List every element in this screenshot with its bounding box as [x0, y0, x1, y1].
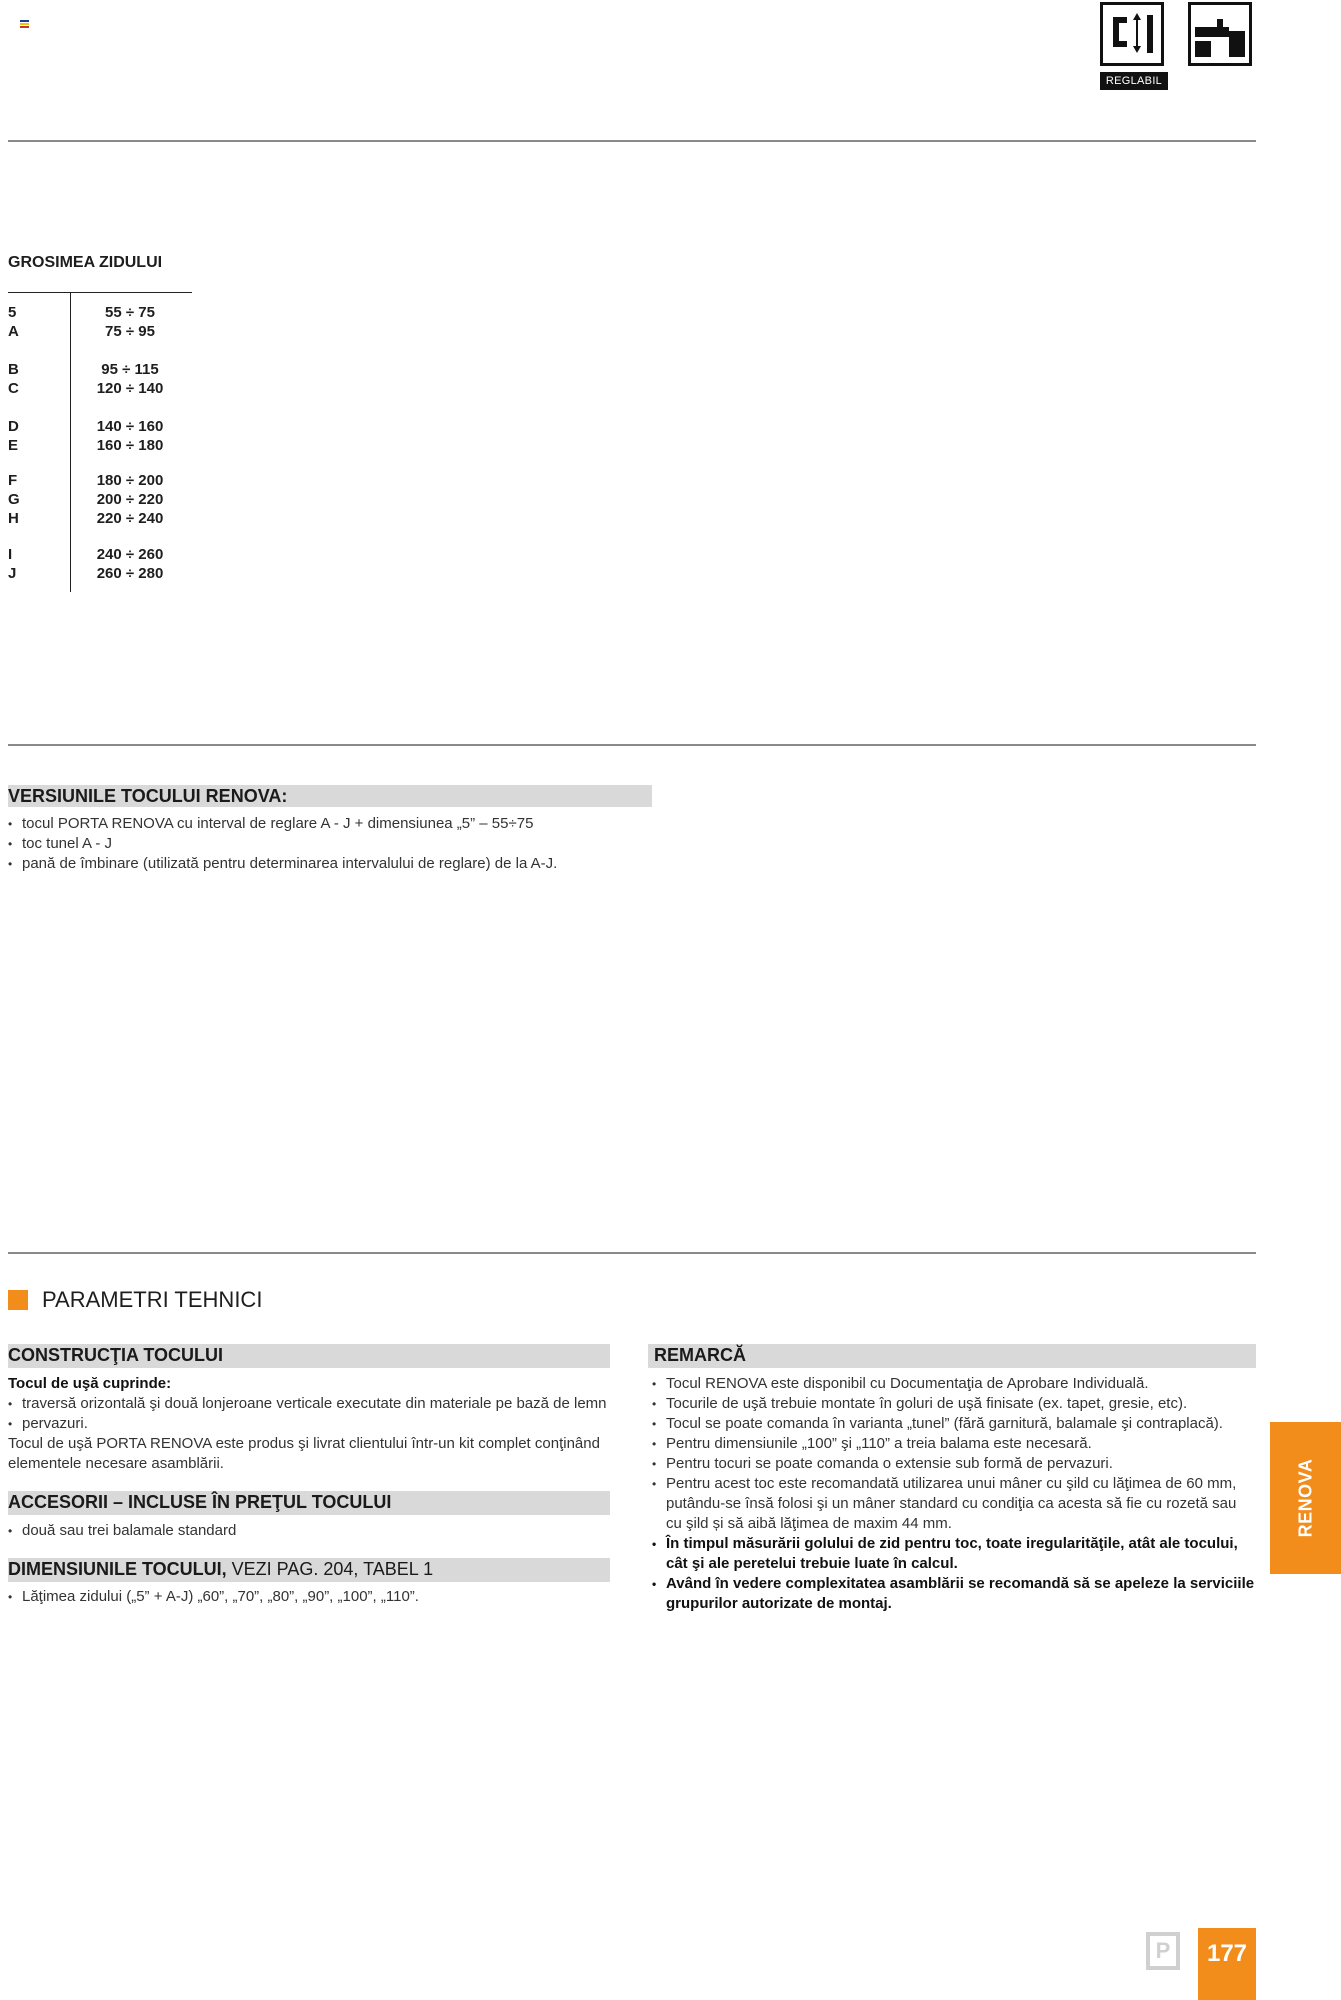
wall-range: 140 ÷ 160	[96, 418, 164, 435]
list-item: • pană de îmbinare (utilizată pentru determinarea intervalului de reglare) de la A-J.	[8, 854, 908, 874]
adjustable-frame-icon	[1100, 2, 1164, 66]
wall-code: D	[8, 418, 19, 435]
params-title: PARAMETRI TEHNICI	[42, 1287, 263, 1312]
wall-code: C	[8, 380, 19, 397]
wall-code: J	[8, 565, 17, 582]
wall-code: I	[8, 546, 13, 563]
wall-range: 220 ÷ 240	[96, 510, 164, 527]
dimensions-list	[8, 1587, 612, 1607]
divider	[8, 744, 1256, 746]
construction-subtitle: Tocul de uşă cuprinde:	[8, 1375, 172, 1392]
wall-code: G	[8, 491, 20, 508]
list-item: • Pentru acest toc este recomandată utilizarea unui mâner cu şild cu lăţimea de 60 mm, putându-se însă folosi şi un mâner standard cu condiţia ca acesta să fie cu rozetă sau cu şild și să aibă lăţimea de maxim 44 mm.	[652, 1474, 1256, 1534]
list-item: • tocul PORTA RENOVA cu interval de reglare A - J + dimensiunea „5” – 55÷75	[8, 814, 908, 834]
list-item: • două sau trei balamale standard	[8, 1521, 612, 1541]
list-item: • Tocul se poate comanda în varianta „tunel” (fără garnitură, balamale şi contraplacă).	[652, 1414, 1256, 1434]
wall-frame-icon	[1188, 2, 1252, 66]
versions-list	[8, 814, 908, 874]
accessories-heading: ACCESORII – INCLUSE ÎN PREŢUL TOCULUI	[8, 1491, 610, 1515]
section-marker-icon	[8, 1290, 28, 1310]
accessories-list	[8, 1521, 612, 1541]
brand-logo-icon: P	[1146, 1932, 1180, 1970]
list-item: • toc tunel A - J	[8, 834, 908, 854]
versions-heading: VERSIUNILE TOCULUI RENOVA:	[8, 785, 652, 807]
dimensions-title-rest: VEZI PAG. 204, TABEL 1	[226, 1559, 434, 1579]
wall-code: H	[8, 510, 19, 527]
wall-range: 260 ÷ 280	[96, 565, 164, 582]
wall-range: 95 ÷ 115	[101, 361, 159, 378]
list-item: • Pentru tocuri se poate comanda o extensie sub formă de pervazuri.	[652, 1454, 1256, 1474]
wall-range: 160 ÷ 180	[96, 437, 164, 454]
construction-list	[8, 1394, 612, 1434]
list-item: • Lăţimea zidului („5” + A-J) „60”, „70”, „80”, „90”, „100”, „110”.	[8, 1587, 612, 1607]
divider	[8, 1252, 1256, 1254]
wall-code: E	[8, 437, 19, 454]
dimensions-title-bold: DIMENSIUNILE TOCULUI,	[8, 1559, 227, 1579]
wall-code: F	[8, 472, 18, 489]
list-item: • Tocurile de uşă trebuie montate în goluri de uşă finisate (ex. tapet, gresie, etc).	[652, 1394, 1256, 1414]
list-item: • traversă orizontală şi două lonjeroane verticale executate din materiale pe bază de lemn	[8, 1394, 612, 1414]
wall-code: 5	[8, 304, 17, 321]
section-tab	[1270, 1422, 1341, 1574]
wall-range: 180 ÷ 200	[96, 472, 164, 489]
list-item: • Tocul RENOVA este disponibil cu Documentaţia de Aprobare Individuală.	[652, 1374, 1256, 1394]
wall-range: 55 ÷ 75	[105, 304, 155, 321]
dimensions-heading	[8, 1558, 610, 1582]
list-item-bold: • Având în vedere complexitatea asamblării se recomandă să se apeleze la serviciile grupurilor autorizate de montaj.	[652, 1574, 1256, 1614]
list-item: • pervazuri.	[8, 1414, 612, 1434]
romanian-flag-icon	[20, 20, 29, 28]
adjustable-label: REGLABIL	[1100, 72, 1168, 90]
remark-heading: REMARCĂ	[648, 1344, 1256, 1368]
section-tab-label: RENOVA	[1295, 1458, 1315, 1538]
remark-list	[652, 1374, 1256, 1614]
wall-range: 120 ÷ 140	[96, 380, 164, 397]
page-number: 177	[1198, 1928, 1256, 2000]
wall-thickness-title: GROSIMEA ZIDULUI	[8, 254, 163, 271]
list-item: • Pentru dimensiunile „100” şi „110” a treia balama este necesară.	[652, 1434, 1256, 1454]
list-item-bold: • În timpul măsurării golului de zid pentru toc, toate iregularităţile, atât ale tocului, cât şi ale peretelui trebuie luate în calcul.	[652, 1534, 1256, 1574]
table-header-rule	[8, 292, 192, 293]
wall-range: 240 ÷ 260	[96, 546, 164, 563]
divider	[8, 140, 1256, 142]
wall-code: B	[8, 361, 19, 378]
table-column-rule	[70, 292, 71, 592]
construction-heading: CONSTRUCŢIA TOCULUI	[8, 1344, 610, 1368]
construction-paragraph: Tocul de uşă PORTA RENOVA este produs şi livrat clientului într-un kit complet conţinând elementele necesare asamblării.	[8, 1435, 600, 1472]
wall-code: A	[8, 323, 19, 340]
wall-range: 75 ÷ 95	[105, 323, 155, 340]
wall-range: 200 ÷ 220	[96, 491, 164, 508]
